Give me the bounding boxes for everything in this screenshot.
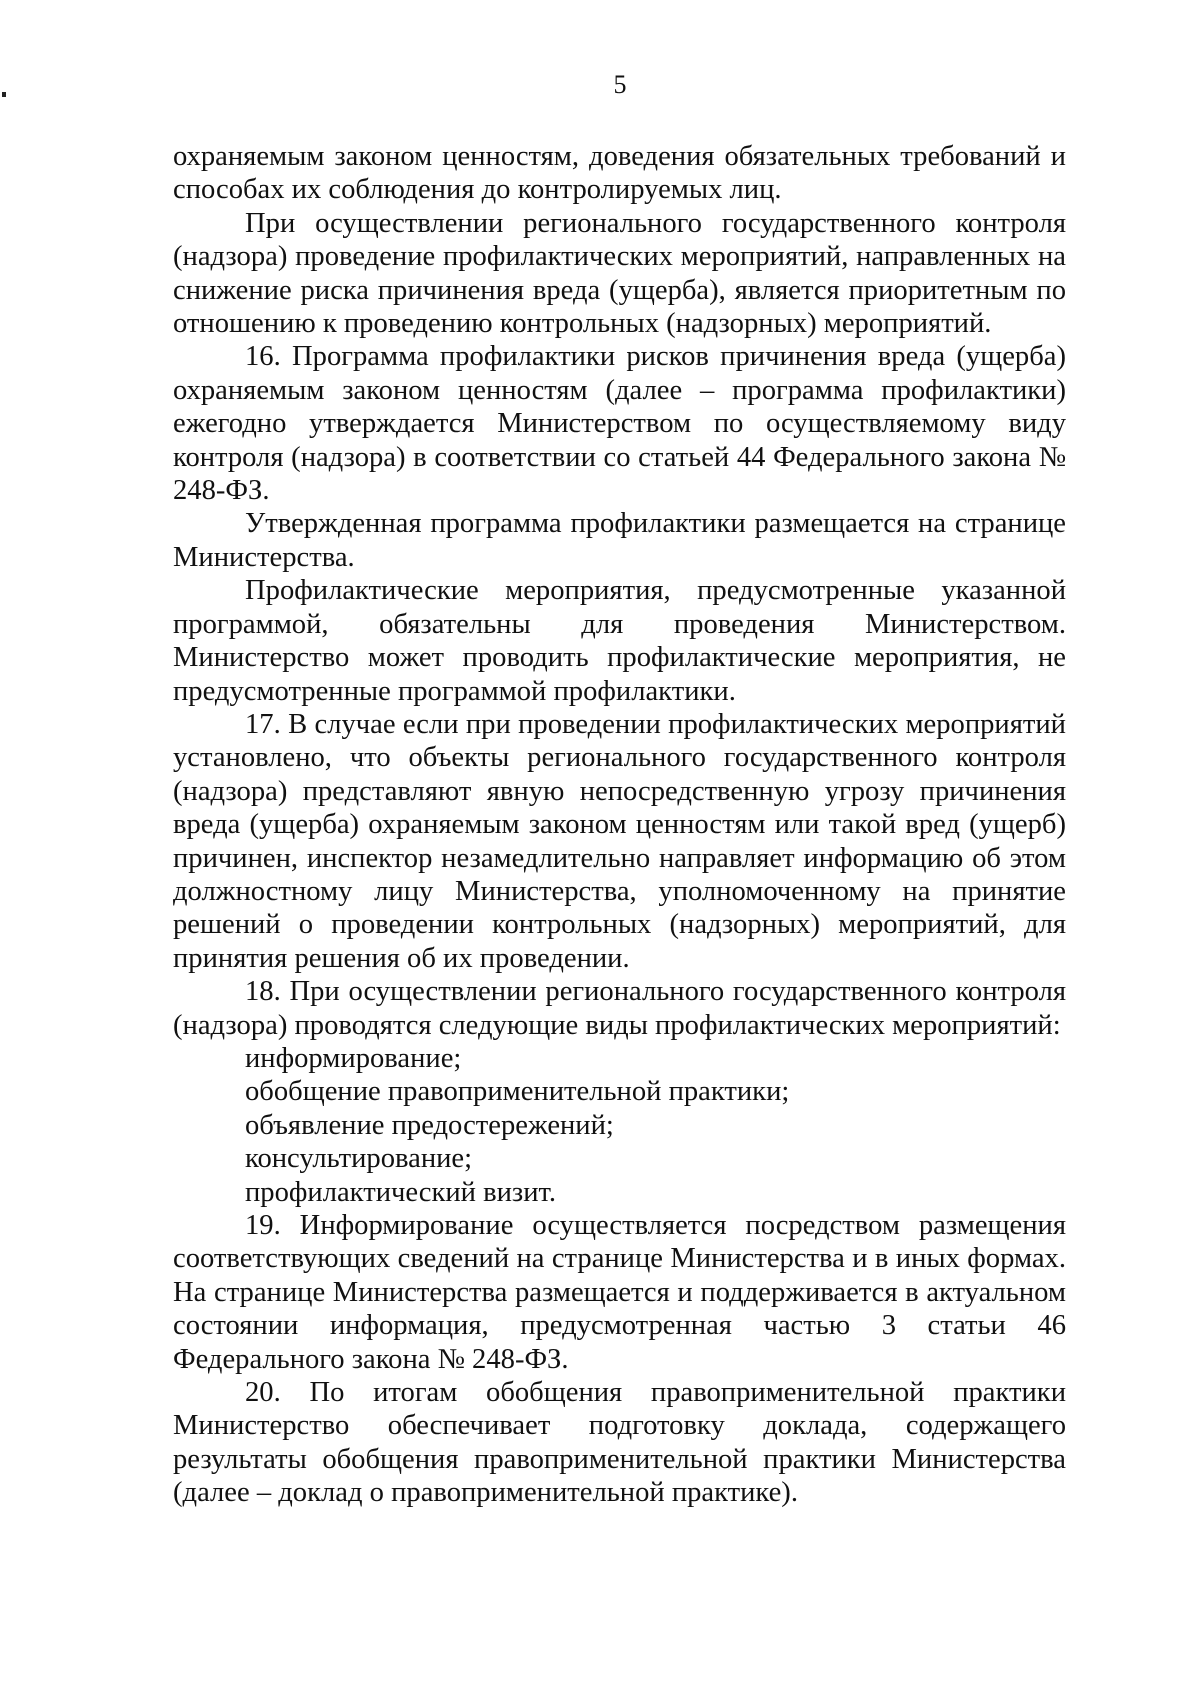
paragraph-16: 16. Программа профилактики рисков причинения вреда (ущерба) охраняемым законом ценностям (далее – программа профилактики) ежегодно утверждается Министерством по осуществляемому виду контроля (надзора) в соответствии со статьей 44 Федерального закона № 248-ФЗ.: [173, 341, 1066, 507]
list-item: объявление предостережений;: [245, 1109, 614, 1141]
list-item: обобщение правоприменительной практики;: [245, 1076, 790, 1108]
paragraph: Профилактические мероприятия, предусмотренные указанной программой, обязательны для проведения Министерством. Министерство может проводить профилактические мероприятия, не предусмотренные программой профилактики.: [173, 575, 1066, 707]
paragraph-continuation: охраняемым законом ценностям, доведения обязательных требований и способах их соблюдения до контролируемых лиц.: [173, 141, 1066, 206]
paragraph: При осуществлении регионального государственного контроля (надзора) проведение профилактических мероприятий, направленных на снижение риска причинения вреда (ущерба), является приоритетным по отношению к проведению контрольных (надзорных) мероприятий.: [173, 207, 1066, 340]
document-body: [173, 140, 1066, 1510]
paragraph-18: 18. При осуществлении регионального государственного контроля (надзора) проводятся следующие виды профилактических мероприятий:: [173, 976, 1066, 1041]
paragraph-20: 20. По итогам обобщения правоприменительной практики Министерство обеспечивает подготовку доклада, содержащего результаты обобщения правоприменительной практики Министерства (далее – доклад о правоприменительной практике).: [173, 1377, 1066, 1509]
page-number: 5: [613, 70, 627, 99]
list-item: консультирование;: [245, 1143, 473, 1175]
paragraph: Утвержденная программа профилактики размещается на странице Министерства.: [173, 508, 1066, 573]
paragraph-17: 17. В случае если при проведении профилактических мероприятий установлено, что объекты регионального государственного контроля (надзора) представляют явную непосредственную угрозу причинения вреда (ущерба) охраняемым законом ценностям или такой вред (ущерб) причинен, инспектор незамедлительно направляет информацию об этом должностному лицу Министерства, уполномоченному на принятие решений о проведении контрольных (надзорных) мероприятий, для принятия решения об их проведении.: [173, 708, 1066, 974]
list-item: информирование;: [245, 1042, 462, 1074]
list-item: профилактический визит.: [245, 1176, 557, 1208]
paragraph-19: 19. Информирование осуществляется посредством размещения соответствующих сведений на странице Министерства и в иных формах. На странице Министерства размещается и поддерживается в актуальном состоянии информация, предусмотренная частью 3 статьи 46 Федерального закона № 248-ФЗ.: [173, 1210, 1066, 1375]
